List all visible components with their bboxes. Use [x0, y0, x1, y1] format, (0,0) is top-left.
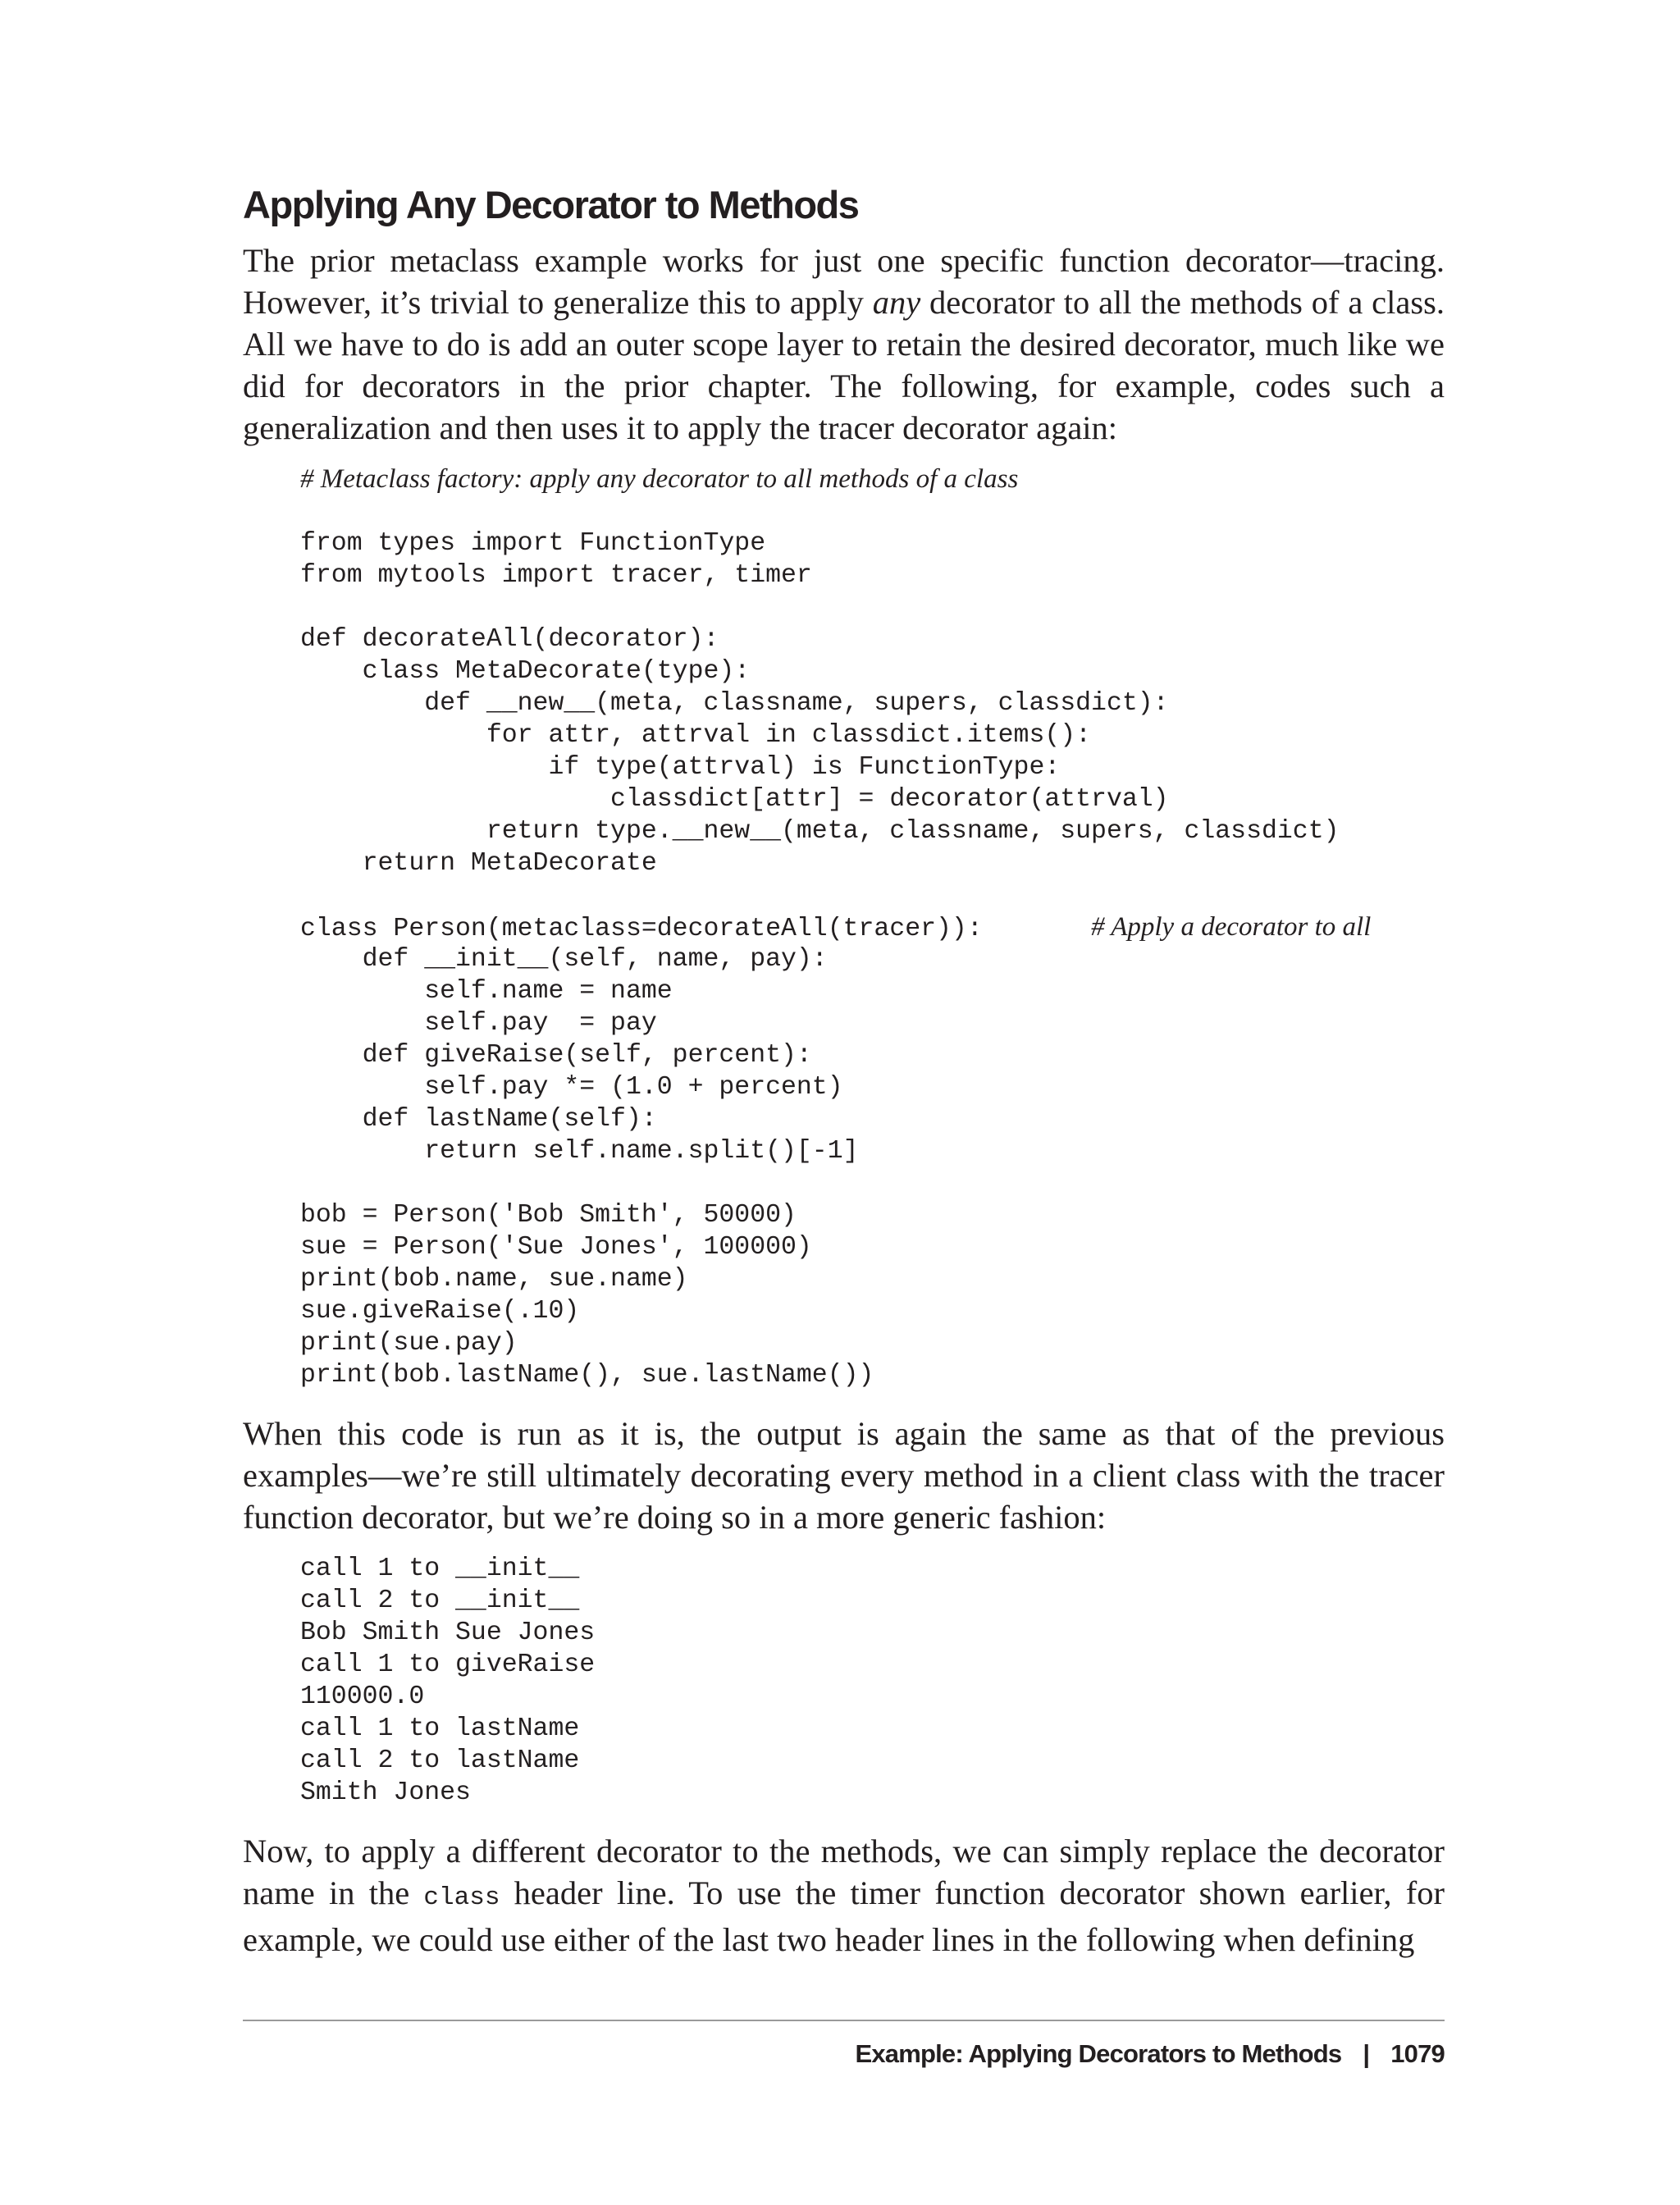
page-footer [243, 2020, 1445, 2069]
code-line [300, 1231, 1445, 1263]
code-line [300, 719, 1445, 751]
code-line [300, 1071, 1445, 1103]
code-text: return type.__new__(meta, classname, supers, classdict) [300, 817, 1340, 847]
code-text: print(bob.name, sue.name) [300, 1265, 688, 1294]
inline-code: class [423, 1883, 500, 1913]
code-line [300, 1777, 1445, 1809]
code-line [300, 527, 1445, 559]
paragraph-intro [243, 240, 1445, 449]
code-text: from mytools import tracer, timer [300, 561, 812, 591]
code-text: print(sue.pay) [300, 1329, 518, 1358]
code-line [300, 463, 1445, 495]
paragraph-text: header line. To use the timer function decorator shown earlier, for example, we could use either of the last two header lines in the following when defining [243, 1874, 1445, 1959]
code-line [300, 1103, 1445, 1135]
code-text: return MetaDecorate [300, 849, 657, 879]
code-line [300, 1007, 1445, 1039]
code-line [300, 943, 1445, 975]
code-line [300, 815, 1445, 847]
code-line [300, 911, 1445, 943]
code-line [300, 879, 1445, 911]
code-line [300, 847, 1445, 879]
code-line [300, 623, 1445, 655]
code-text: call 2 to lastName [300, 1746, 580, 1776]
code-text: call 1 to __init__ [300, 1554, 580, 1584]
paragraph-text: When this code is run as it is, the output is again the same as that of the previous examples—we’re still ultimately decorating every method in a client class with the tracer function decorator, but we’re doing so in a more generic fashion: [243, 1415, 1445, 1536]
code-text: call 1 to giveRaise [300, 1650, 596, 1680]
code-text: sue.giveRaise(.10) [300, 1297, 580, 1326]
paragraph-timer [243, 1830, 1445, 1961]
code-output-listing [300, 1553, 1445, 1809]
code-text: Bob Smith Sue Jones [300, 1618, 596, 1648]
code-text: self.pay = pay [300, 1009, 657, 1039]
code-text: def giveRaise(self, percent): [300, 1041, 812, 1071]
paragraph-output-intro [243, 1413, 1445, 1538]
code-listing-metaclass-factory [300, 463, 1445, 1391]
code-line [300, 1135, 1445, 1167]
paragraph-text: decorator to all the methods of a class. All we have to do is add an outer scope layer to retain the desired decorator, much like we did for decorators in the prior chapter. The following, for example, codes such a generalization and then uses it to apply the tracer decorator again: [243, 284, 1445, 447]
page-number: 1079 [1390, 2039, 1445, 2068]
code-line [300, 1649, 1445, 1681]
code-text: from types import FunctionType [300, 529, 766, 559]
code-text: def __new__(meta, classname, supers, classdict): [300, 689, 1169, 719]
code-text: def lastName(self): [300, 1105, 657, 1134]
code-line [300, 1359, 1445, 1391]
code-line [300, 591, 1445, 623]
code-line [300, 655, 1445, 687]
code-text: call 1 to lastName [300, 1714, 580, 1744]
code-line [300, 1681, 1445, 1713]
code-comment: # Metaclass factory: apply any decorator to all methods of a class [300, 464, 1019, 495]
code-line [300, 1039, 1445, 1071]
code-line [300, 1167, 1445, 1199]
code-text: class MetaDecorate(type): [300, 657, 751, 687]
code-line [300, 559, 1445, 591]
code-text: if type(attrval) is FunctionType: [300, 753, 1061, 783]
code-line [300, 495, 1445, 527]
code-line [300, 1263, 1445, 1295]
code-text: call 2 to __init__ [300, 1586, 580, 1616]
footer-section-title: Example: Applying Decorators to Methods [855, 2039, 1342, 2068]
code-text: sue = Person('Sue Jones', 100000) [300, 1233, 812, 1262]
code-line [300, 1585, 1445, 1617]
code-text: return self.name.split()[-1] [300, 1137, 859, 1166]
code-line [300, 1295, 1445, 1327]
page-content [243, 182, 1445, 1961]
code-line [300, 687, 1445, 719]
code-text: bob = Person('Bob Smith', 50000) [300, 1201, 797, 1230]
code-text: print(bob.lastName(), sue.lastName()) [300, 1361, 874, 1390]
code-line [300, 1553, 1445, 1585]
paragraph-text: Now, to apply a different decorator to the methods, we can simply replace the decorator name in the [243, 1833, 1445, 1912]
emphasis-text: any [872, 284, 921, 322]
code-line [300, 1199, 1445, 1231]
code-text: Smith Jones [300, 1778, 471, 1808]
code-text: self.pay *= (1.0 + percent) [300, 1073, 843, 1102]
code-text: classdict[attr] = decorator(attrval) [300, 785, 1169, 815]
footer-text [243, 2039, 1445, 2069]
code-line [300, 1617, 1445, 1649]
code-text: class Person(metaclass=decorateAll(tracer)): [300, 915, 1092, 944]
code-text: self.name = name [300, 977, 673, 1007]
code-line [300, 1745, 1445, 1777]
code-text: def __init__(self, name, pay): [300, 945, 828, 975]
paragraph-text: The prior metaclass example works for just one specific function decorator—tracing. However, it’s trivial to generalize this to apply [243, 242, 1445, 322]
code-line [300, 975, 1445, 1007]
code-text: for attr, attrval in classdict.items(): [300, 721, 1092, 751]
code-line [300, 751, 1445, 783]
code-line [300, 1327, 1445, 1359]
code-text: def decorateAll(decorator): [300, 625, 719, 655]
footer-separator: | [1363, 2039, 1370, 2068]
code-line [300, 1713, 1445, 1745]
code-comment: # Apply a decorator to all [1091, 912, 1372, 943]
section-heading: Applying Any Decorator to Methods [243, 183, 859, 226]
code-line [300, 783, 1445, 815]
code-text: 110000.0 [300, 1682, 425, 1712]
